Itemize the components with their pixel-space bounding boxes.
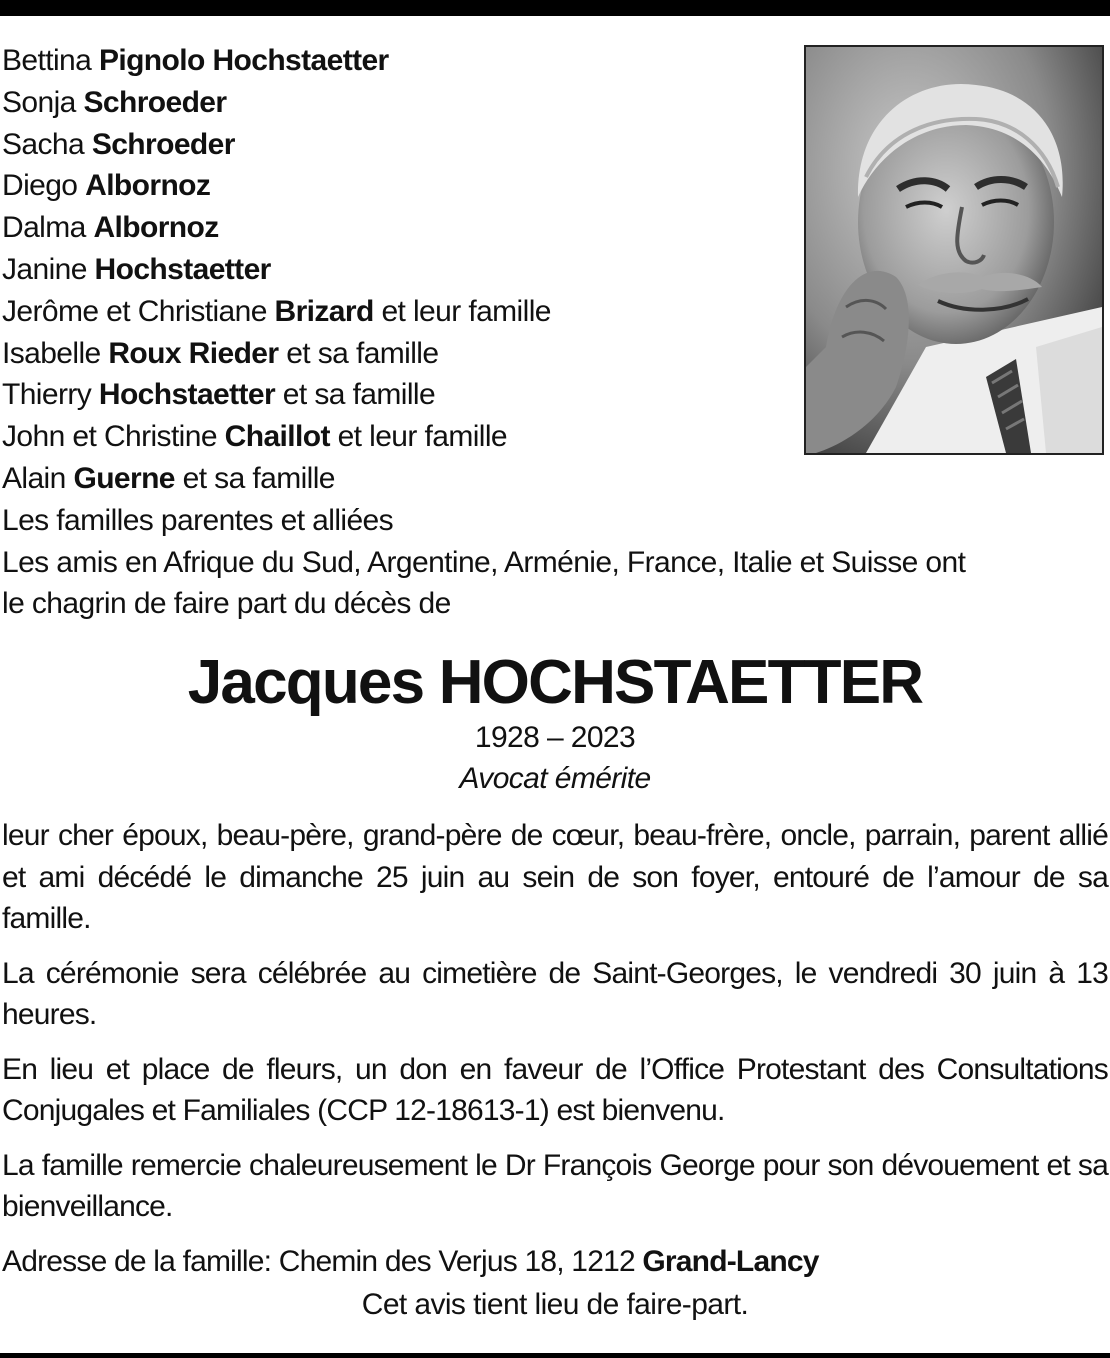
family-line: Alain Guerne et sa famille	[2, 461, 335, 495]
family-line: Janine Hochstaetter	[2, 252, 271, 286]
profession: Avocat émérite	[459, 762, 651, 795]
address-city: Grand-Lancy	[642, 1244, 819, 1278]
deceased-name: Jacques HOCHSTAETTER	[187, 648, 923, 717]
paragraph: leur cher époux, beau-père, grand-père de cœur, beau-frère, oncle, parrain, parent allié et ami décédé le dimanche 25 juin au sein de son foyer, entouré de l’amour de sa famille.	[2, 819, 1108, 935]
family-line: Jerôme et Christiane Brizard et leur famille	[2, 294, 551, 328]
family-line: Thierry Hochstaetter et sa famille	[2, 378, 436, 412]
address-line: Adresse de la famille: Chemin des Verjus 18, 1212 Grand-Lancy	[2, 1244, 819, 1278]
family-line: Isabelle Roux Rieder et sa famille	[2, 336, 439, 370]
paragraph: La cérémonie sera célébrée au cimetière de Saint-Georges, le vendredi 30 juin à 13 heures.	[2, 956, 1108, 1031]
paragraph: En lieu et place de fleurs, un don en faveur de l’Office Protestant des Consultations Conjugales et Familiales (CCP 12-18613-1) est bienvenu.	[2, 1052, 1108, 1127]
notice-body	[2, 815, 1108, 1295]
portrait-photo	[804, 45, 1104, 455]
family-line: Sonja Schroeder	[2, 85, 227, 119]
family-line: Bettina Pignolo Hochstaetter	[2, 44, 389, 77]
announce-line: le chagrin de faire part du décès de	[2, 587, 451, 621]
bottom-rule	[0, 1353, 1110, 1358]
closing-note: Cet avis tient lieu de faire-part.	[361, 1288, 749, 1321]
family-line: Diego Albornoz	[2, 169, 211, 203]
life-years: 1928 – 2023	[474, 721, 636, 754]
relatives-line: Les familles parentes et alliées	[2, 503, 394, 537]
family-line: Dalma Albornoz	[2, 211, 219, 245]
paragraph: La famille remercie chaleureusement le Dr François George pour son dévouement et sa bienveillance.	[2, 1148, 1108, 1223]
family-line: John et Christine Chaillot et leur famille	[2, 420, 507, 454]
family-line: Sacha Schroeder	[2, 127, 235, 161]
friends-line: Les amis en Afrique du Sud, Argentine, Arménie, France, Italie et Suisse ont	[2, 545, 966, 579]
top-rule	[0, 0, 1110, 16]
